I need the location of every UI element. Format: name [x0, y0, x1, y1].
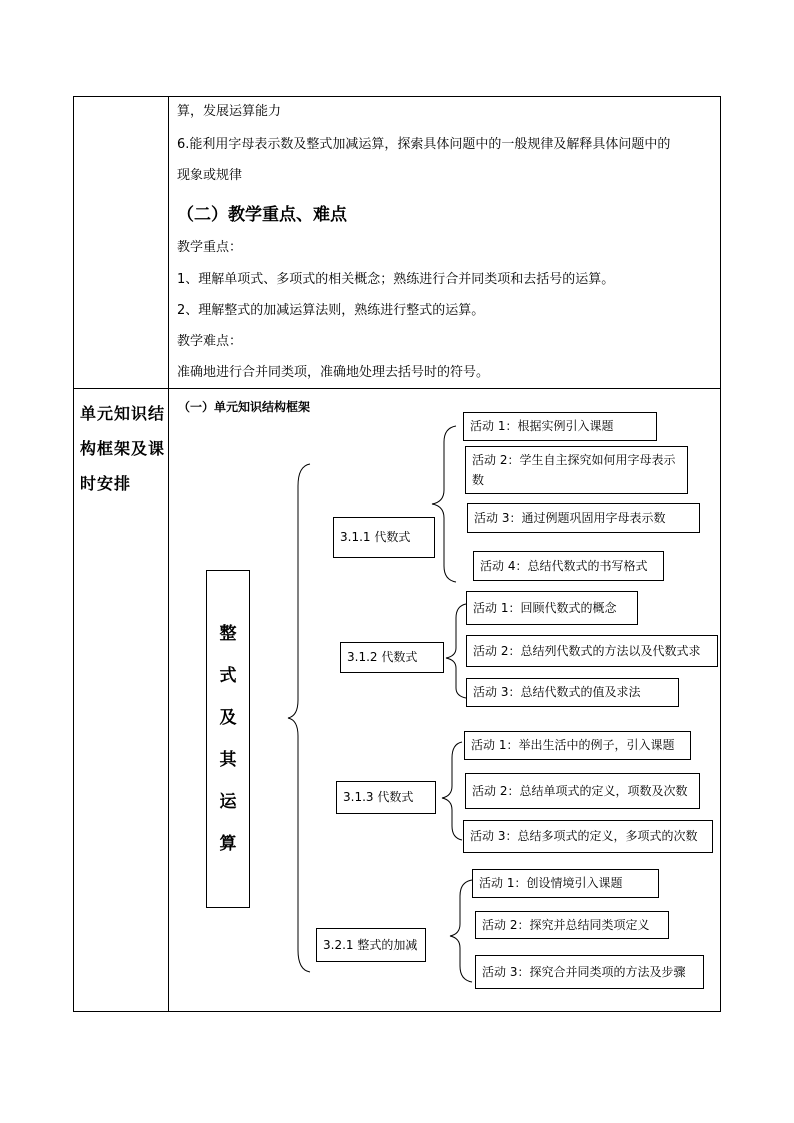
activity-box	[466, 591, 638, 625]
activity-text: 活动 3：通过例题巩固用字母表示数	[474, 510, 666, 525]
activity-text: 活动 2：总结列代数式的方法以及代数式求	[473, 643, 701, 658]
activity-text: 活动 1：举出生活中的例子，引入课题	[471, 738, 675, 752]
key-points-label: 教学重点：	[177, 240, 243, 255]
activity-box	[465, 773, 700, 809]
root-char: 整	[219, 624, 237, 644]
activity-box	[464, 731, 691, 760]
difficulty-1: 准确地进行合并同类项，准确地处理去括号时的符号。	[177, 365, 490, 380]
section-box-3-2-1	[316, 928, 426, 962]
root-char: 及	[219, 708, 237, 728]
section-title: 3.1.2 代数式	[347, 650, 418, 664]
brace-section-1	[432, 426, 456, 582]
section-box-3-1-3	[336, 781, 436, 814]
section-title: 3.2.1 整式的加减	[323, 937, 418, 952]
activity-box	[465, 446, 688, 494]
root-char: 算	[219, 834, 237, 854]
activity-box	[472, 869, 659, 898]
root-char: 式	[219, 666, 237, 686]
activity-box	[463, 820, 713, 853]
root-char: 其	[219, 750, 237, 770]
section-title: 3.1.1 代数式	[340, 530, 411, 544]
activity-text: 活动 3：总结多项式的定义，多项式的次数	[470, 829, 698, 843]
activity-box	[473, 551, 664, 581]
diagram-subheading: （一）单元知识结构框架	[178, 400, 311, 414]
activity-box	[466, 678, 679, 707]
activity-text: 活动 4：总结代数式的书写格式	[480, 558, 648, 573]
main-brace	[288, 464, 310, 972]
key-point-1: 1、理解单项式、多项式的相关概念；熟练进行合并同类项和去括号的运算。	[177, 272, 615, 287]
objective-line-1: 算，发展运算能力	[177, 104, 282, 119]
activity-text: 活动 2：探究并总结同类项定义	[482, 917, 650, 932]
left-row-label: 单元知识结构框架及课时安排	[80, 404, 166, 493]
activity-text: 活动 3：探究合并同类项的方法及步骤	[482, 964, 686, 979]
section-heading-key-points: （二）教学重点、难点	[177, 205, 347, 225]
activity-text: 活动 3：总结代数式的值及求法	[473, 685, 641, 699]
activity-text: 活动 1：回顾代数式的概念	[473, 600, 617, 615]
brace-section-3	[442, 742, 462, 840]
activity-box	[475, 911, 669, 939]
root-char: 运	[219, 792, 237, 812]
activity-text: 活动 1：根据实例引入课题	[470, 419, 614, 433]
objective-line-3: 现象或规律	[177, 168, 243, 183]
objective-line-2: 6.能利用字母表示数及整式加减运算，探索具体问题中的一般规律及解释具体问题中的	[177, 137, 671, 152]
section-title: 3.1.3 代数式	[343, 790, 414, 804]
brace-section-4	[450, 880, 472, 982]
section-box-3-1-1	[333, 517, 435, 558]
brace-section-2	[446, 604, 466, 698]
activity-text: 活动 1：创设情境引入课题	[479, 876, 623, 890]
section-box-3-1-2	[340, 642, 444, 673]
activity-text: 活动 2：总结单项式的定义，项数及次数	[472, 783, 688, 798]
activity-box	[475, 955, 704, 989]
activity-text: 活动 2：学生自主探究如何用字母表示数	[472, 453, 676, 487]
key-point-2: 2、理解整式的加减运算法则，熟练进行整式的运算。	[177, 303, 485, 318]
activity-box	[467, 503, 700, 533]
activity-box	[466, 635, 718, 667]
difficulty-label: 教学难点：	[177, 334, 243, 349]
activity-box	[463, 412, 657, 441]
